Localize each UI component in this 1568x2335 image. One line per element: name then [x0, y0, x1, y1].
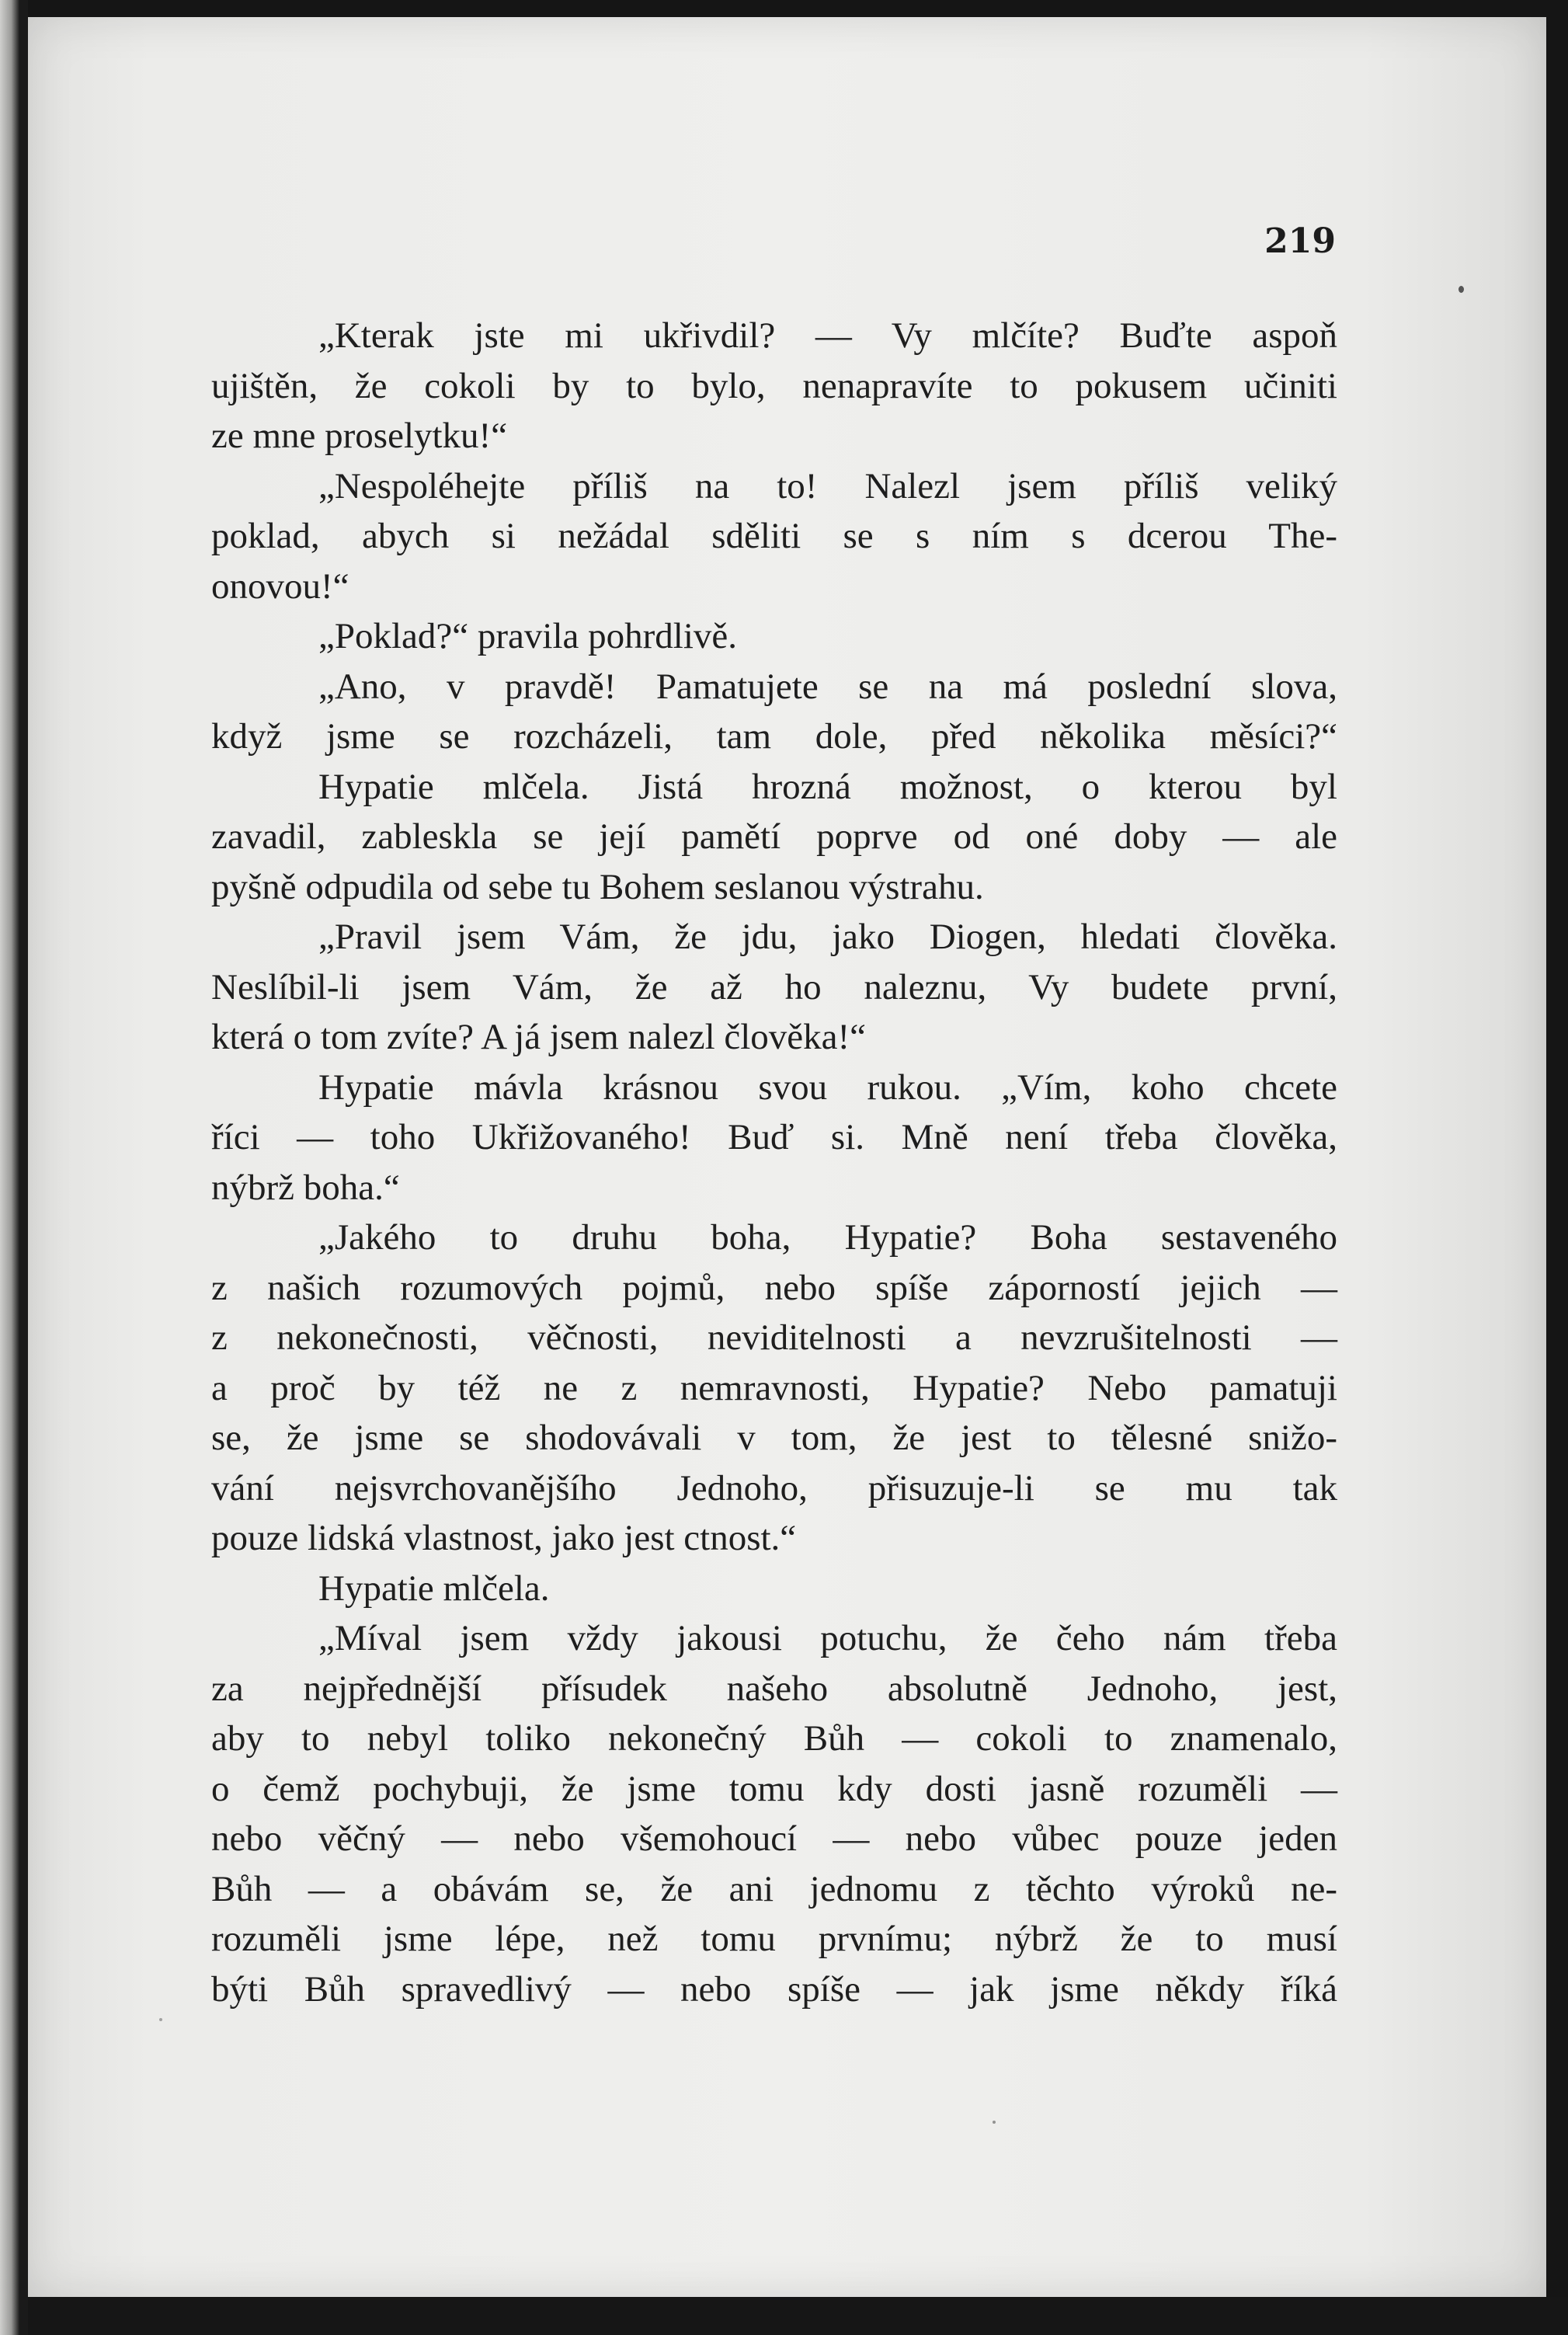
- text-line: vání nejsvrchovanějšího Jednoho, přisuzuje-li se mu tak: [211, 1467, 1337, 1509]
- book-binding-edge: [0, 0, 28, 2335]
- text-line: „Poklad?“ pravila pohrdlivě.: [318, 616, 738, 656]
- text-line: Hypatie mlčela. Jistá hrozná možnost, o kterou byl: [318, 766, 1337, 807]
- text-line: za nejpřednější přísudek našeho absolutně Jednoho, jest,: [211, 1668, 1337, 1709]
- text-line: býti Bůh spravedlivý — nebo spíše — jak jsme někdy říká: [211, 1968, 1337, 2010]
- page-number: 219: [1264, 221, 1336, 261]
- text-line: ze mne proselytku!“: [211, 416, 508, 456]
- text-line: „Kterak jste mi ukřivdil? — Vy mlčíte? Buďte aspoň: [318, 315, 1337, 356]
- text-line: nýbrž boha.“: [211, 1167, 400, 1208]
- text-line: „Míval jsem vždy jakousi potuchu, že čeho nám třeba: [318, 1618, 1337, 1658]
- text-line: ujištěn, že cokoli by to bylo, nenapravíte to pokusem učiniti: [211, 365, 1337, 406]
- text-line: „Pravil jsem Vám, že jdu, jako Diogen, hledati člověka.: [318, 917, 1337, 957]
- paper-speck: [159, 2018, 162, 2021]
- text-line: a proč by též ne z nemravnosti, Hypatie? Nebo pamatuji: [211, 1367, 1337, 1408]
- text-line: o čemž pochybuji, že jsme tomu kdy dosti jasně rozuměli —: [211, 1768, 1337, 1809]
- text-line: z našich rozumových pojmů, nebo spíše záporností jejich —: [211, 1267, 1337, 1308]
- text-line: z nekonečnosti, věčnosti, neviditelnosti a nevzrušitelnosti —: [211, 1317, 1337, 1358]
- text-line: rozuměli jsme lépe, než tomu prvnímu; nýbrž že to musí: [211, 1919, 1337, 1959]
- text-line: která o tom zvíte? A já jsem nalezl člověka!“: [211, 1017, 867, 1057]
- text-line: říci — toho Ukřižovaného! Buď si. Mně není třeba člověka,: [211, 1117, 1337, 1157]
- text-line: pyšně odpudila od sebe tu Bohem seslanou výstrahu.: [211, 866, 984, 907]
- text-line: „Ano, v pravdě! Pamatujete se na má poslední slova,: [318, 666, 1337, 707]
- text-line: když jsme se rozcházeli, tam dole, před několika měsíci?“: [211, 716, 1337, 757]
- page-body-text: [211, 311, 1337, 2014]
- text-line: pouze lidská vlastnost, jako jest ctnost.“: [211, 1518, 797, 1558]
- paper-speck: [993, 2121, 996, 2124]
- text-line: zavadil, zableskla se její pamětí poprve od oné doby — ale: [211, 816, 1337, 857]
- text-line: „Jakého to druhu boha, Hypatie? Boha sestaveného: [318, 1217, 1337, 1258]
- text-line: aby to nebyl toliko nekonečný Bůh — cokoli to znamenalo,: [211, 1718, 1337, 1759]
- text-line: Neslíbil-li jsem Vám, že až ho naleznu, Vy budete první,: [211, 966, 1337, 1007]
- text-line: nebo věčný — nebo všemohoucí — nebo vůbec pouze jeden: [211, 1818, 1337, 1859]
- text-line: Hypatie mlčela.: [318, 1568, 550, 1609]
- text-line: Bůh — a obávám se, že ani jednomu z těchto výroků ne-: [211, 1868, 1337, 1909]
- page-bottom-edge: [28, 2297, 1568, 2335]
- text-line: onovou!“: [211, 565, 349, 607]
- text-line: poklad, abych si nežádal sděliti se s ním s dcerou The-: [211, 516, 1337, 556]
- text-line: se, že jsme se shodovávali v tom, že jest to tělesné snižo-: [211, 1418, 1337, 1458]
- paper-speck: [1458, 286, 1464, 293]
- text-line: Hypatie mávla krásnou svou rukou. „Vím, koho chcete: [318, 1067, 1337, 1108]
- text-line: „Nespoléhejte příliš na to! Nalezl jsem příliš veliký: [318, 465, 1337, 506]
